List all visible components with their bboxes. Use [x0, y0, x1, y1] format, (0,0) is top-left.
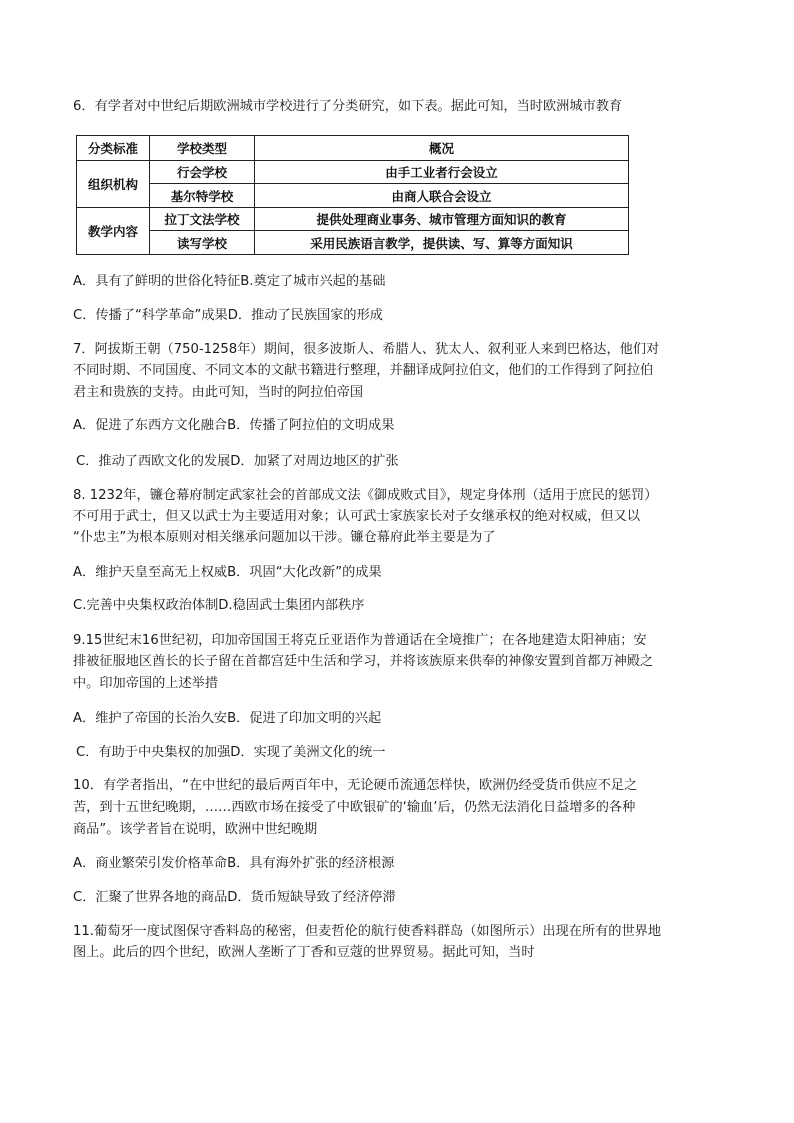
q8-stem-line2: 不可用于武士，但又以武士为主要适用对象；认可武士家族家长对子女继承权的绝对权威，但又以 — [73, 509, 641, 524]
table-header-row — [77, 136, 629, 161]
q10-stem-line1: 10．有学者指出，“在中世纪的最后两百年中，无论硬币流通怎样快，欧洲仍经受货币供应不足之 — [73, 778, 638, 793]
table-cell-desc: 提供处理商业事务、城市管理方面知识的教育 — [255, 207, 629, 231]
table-cell-desc: 采用民族语言教学，提供读、写、算等方面知识 — [255, 231, 629, 255]
q7-stem-line2: 不同时期、不同国度、不同文本的文献书籍进行整理，并翻译成阿拉伯文，他们的工作得到了阿拉伯 — [73, 363, 654, 378]
q7-options-cd: C．推动了西欧文化的发展D．加紧了对周边地区的扩张 — [76, 454, 399, 469]
table-cell-desc: 由商人联合会设立 — [255, 184, 629, 208]
q8-options-ab: A．维护天皇至高无上权威B．巩固“大化改新”的成果 — [73, 565, 382, 580]
q6-options-ab: A．具有了鲜明的世俗化特征B.奠定了城市兴起的基础 — [73, 274, 386, 289]
q9-options-ab: A．维护了帝国的长治久安B．促进了印加文明的兴起 — [73, 711, 382, 726]
table-group-organization: 组织机构 — [77, 160, 150, 207]
q9-stem-line1: 9.15世纪末16世纪初，印加帝国国王将克丘亚语作为普通话在全境推广；在各地建造太阳神庙；安 — [73, 633, 647, 648]
q8-stem-line3: “仆忠主”为根本原则对相关继承问题加以干涉。镰仓幕府此举主要是为了 — [73, 530, 496, 545]
table-row — [77, 207, 629, 231]
table-cell-type: 行会学校 — [150, 160, 255, 184]
q11-stem-line1: 11.葡萄牙一度试图保守香料岛的秘密，但麦哲伦的航行使香料群岛（如图所示）出现在所有的世界地 — [73, 924, 662, 939]
table-cell-desc: 由手工业者行会设立 — [255, 160, 629, 184]
q8-options-cd: C.完善中央集权政治体制D.稳固武士集团内部秩序 — [73, 598, 365, 613]
q9-stem-line2: 排被征服地区酋长的长子留在首都宫廷中生活和学习，并将该族原来供奉的神像安置到首都万神殿之 — [73, 654, 654, 669]
q7-stem-line3: 君主和贵族的支持。由此可知，当时的阿拉伯帝国 — [73, 385, 364, 400]
q10-options-ab: A．商业繁荣引发价格革命B．具有海外扩张的经济根源 — [73, 856, 395, 871]
q6-school-table — [76, 135, 629, 255]
q7-stem-line1: 7．阿拔斯王朝（750-1258年）期间，很多波斯人、希腊人、犹太人、叙利亚人来到巴格达，他们对 — [73, 342, 660, 357]
table-header-overview: 概况 — [255, 136, 629, 161]
table-row — [77, 160, 629, 184]
q9-stem-line3: 中。印加帝国的上述举措 — [73, 676, 219, 691]
table-group-teaching: 教学内容 — [77, 207, 150, 254]
table-cell-type: 读写学校 — [150, 231, 255, 255]
table-cell-type: 拉丁文法学校 — [150, 207, 255, 231]
q6-stem: 6．有学者对中世纪后期欧洲城市学校进行了分类研究，如下表。据此可知，当时欧洲城市教育 — [73, 99, 623, 114]
table-cell-type: 基尔特学校 — [150, 184, 255, 208]
q10-stem-line3: 商品”。该学者旨在说明，欧洲中世纪晚期 — [73, 822, 318, 837]
q8-stem-line1: 8. 1232年，镰仓幕府制定武家社会的首部成文法《御成败式目》，规定身体刑（适用于庶民的惩罚） — [73, 488, 658, 503]
table-row — [77, 184, 629, 208]
table-header-category: 分类标准 — [77, 136, 150, 161]
q10-stem-line2: 苦，到十五世纪晚期，……西欧市场在接受了中欧银矿的‘输血’后，仍然无法消化日益增多的各种 — [73, 800, 636, 815]
q6-options-cd: C．传播了“科学革命”成果D．推动了民族国家的形成 — [73, 308, 383, 323]
q9-options-cd: C．有助于中央集权的加强D．实现了美洲文化的统一 — [76, 745, 386, 760]
q11-stem-line2: 图上。此后的四个世纪，欧洲人垄断了丁香和豆蔻的世界贸易。据此可知，当时 — [73, 945, 535, 960]
table-row — [77, 231, 629, 255]
table-header-school-type: 学校类型 — [150, 136, 255, 161]
q10-options-cd: C．汇聚了世界各地的商品D．货币短缺导致了经济停滞 — [73, 890, 396, 905]
q7-options-ab: A．促进了东西方文化融合B．传播了阿拉伯的文明成果 — [73, 418, 395, 433]
